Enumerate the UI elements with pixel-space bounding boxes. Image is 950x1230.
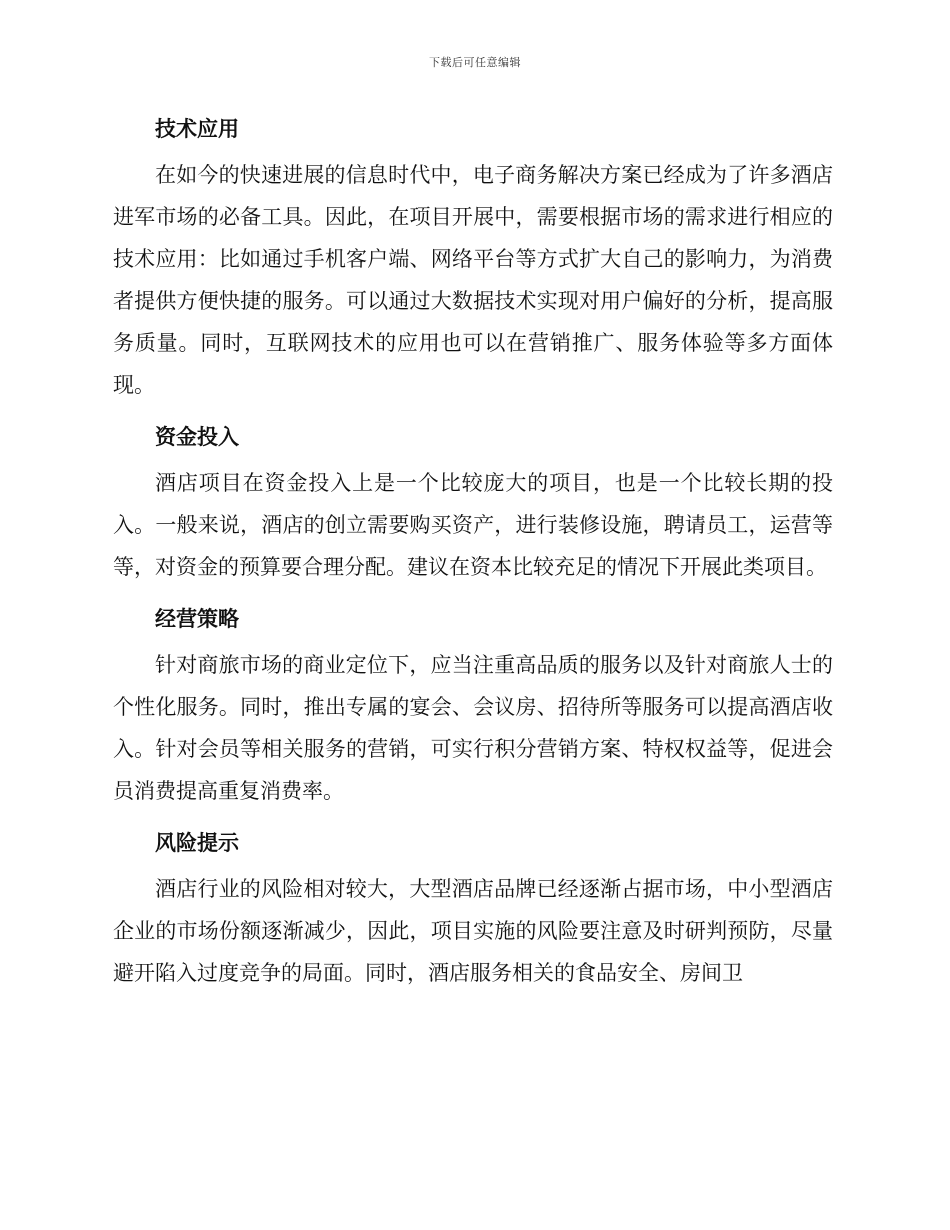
section-paragraph: 酒店项目在资金投入上是一个比较庞大的项目，也是一个比较长期的投入。一般来说，酒店的创立需要购买资产，进行装修设施，聘请员工，运营等等，对资金的预算要合理分配。建议在资本比较充足的情况下开展此类项目。 <box>113 471 833 579</box>
section-tech-application <box>113 108 833 406</box>
section-paragraph: 针对商旅市场的商业定位下，应当注重高品质的服务以及针对商旅人士的个性化服务。同时，推出专属的宴会、会议房、招待所等服务可以提高酒店收入。针对会员等相关服务的营销，可实行积分营销方案、特权权益等，促进会员消费提高重复消费率。 <box>113 653 833 803</box>
section-heading: 经营策略 <box>155 607 239 631</box>
section-heading: 风险提示 <box>155 831 239 855</box>
section-paragraph: 酒店行业的风险相对较大，大型酒店品牌已经逐渐占据市场，中小型酒店企业的市场份额逐渐减少，因此，项目实施的风险要注意及时研判预防，尽量避开陷入过度竞争的局面。同时，酒店服务相关的食品安全、房间卫 <box>113 877 833 985</box>
header-note: 下载后可任意编辑 <box>429 56 521 69</box>
document-body <box>113 108 833 1004</box>
section-capital-investment <box>113 416 833 588</box>
section-heading: 技术应用 <box>155 117 239 141</box>
section-paragraph: 在如今的快速进展的信息时代中，电子商务解决方案已经成为了许多酒店进军市场的必备工具。因此，在项目开展中，需要根据市场的需求进行相应的技术应用：比如通过手机客户端、网络平台等方式扩大自己的影响力，为消费者提供方便快捷的服务。可以通过大数据技术实现对用户偏好的分析，提高服务质量。同时，互联网技术的应用也可以在营销推广、服务体验等多方面体现。 <box>113 163 833 397</box>
section-heading: 资金投入 <box>155 425 239 449</box>
section-risk-notice <box>113 822 833 994</box>
section-business-strategy <box>113 598 833 812</box>
